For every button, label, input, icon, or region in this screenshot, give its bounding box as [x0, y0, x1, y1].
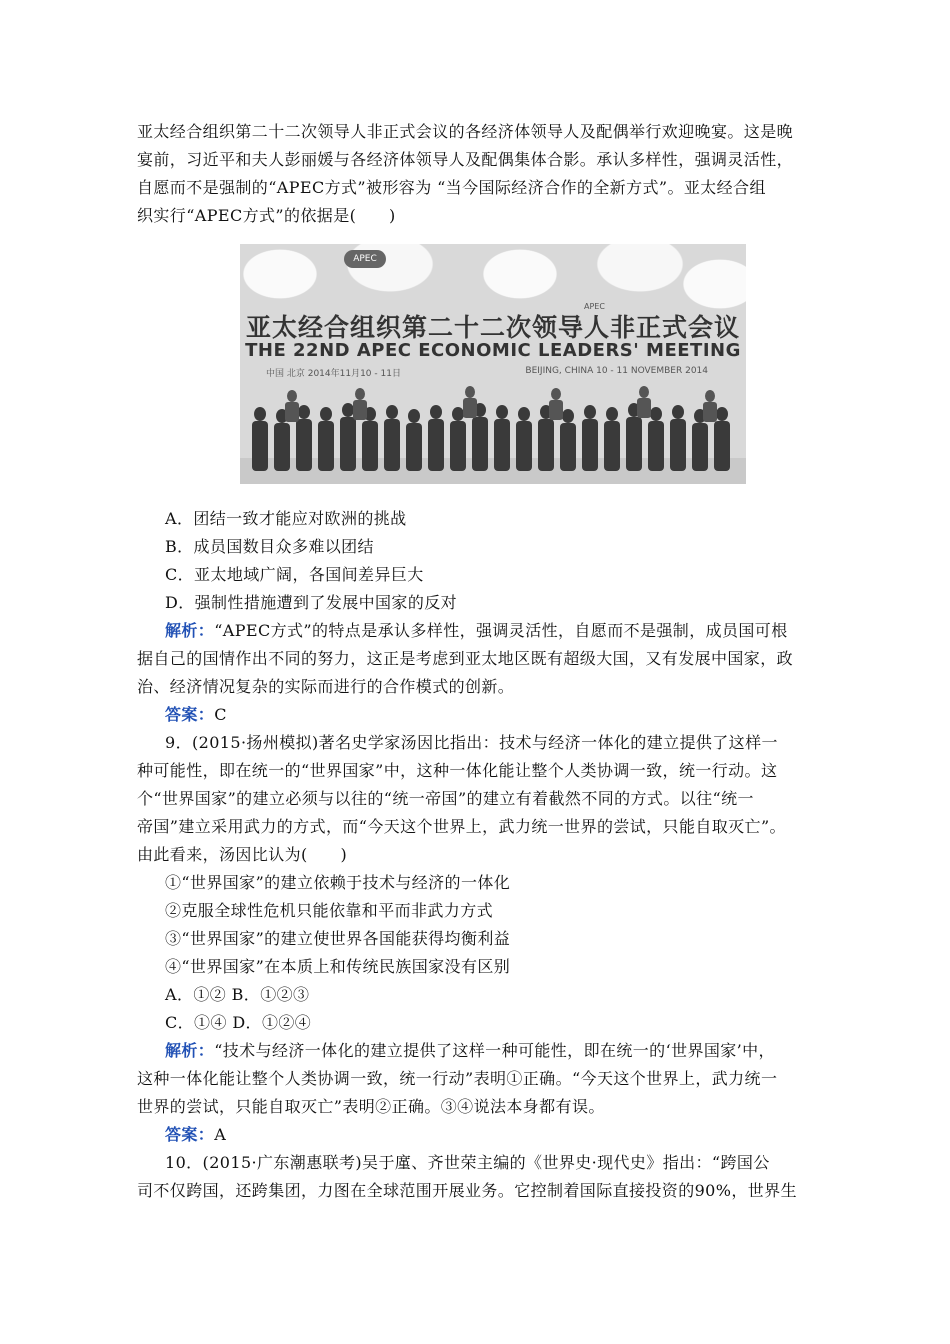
q8-answer-value: C: [214, 705, 227, 724]
q9-analysis-text-1: “技术与经济一体化的建立提供了这样一种可能性，即在统一的‘世界国家’中，: [214, 1041, 775, 1060]
q9-answer-value: A: [214, 1125, 227, 1144]
q9-item-3: ③“世界国家”的建立使世界各国能获得均衡利益: [165, 929, 511, 948]
q9-item-1: ①“世界国家”的建立依赖于技术与经济的一体化: [165, 873, 511, 892]
q8-option-a: A．团结一致才能应对欧洲的挑战: [165, 509, 407, 528]
q10-stem-line-1: 10．(2015·广东潮惠联考)吴于廑、齐世荣主编的《世界史·现代史》指出：“跨国公: [165, 1153, 770, 1172]
photo-banner-subtitle-left: 中国 北京 2014年11月10 - 11日: [266, 369, 401, 379]
q8-analysis-line-3: 治、经济情况复杂的实际而进行的合作模式的创新。: [137, 677, 515, 696]
q9-analysis-label: 解析：: [165, 1041, 215, 1060]
q8-analysis-text-1: “APEC方式”的特点是承认多样性，强调灵活性，自愿而不是强制，成员国可根: [214, 621, 788, 640]
q8-analysis-line-2: 据自己的国情作出不同的努力，这正是考虑到亚太地区既有超级大国，又有发展中国家，政: [137, 649, 794, 668]
q9-stem-line-3: 个“世界国家”的建立必须与以往的“统一帝国”的建立有着截然不同的方式。以往“统一: [137, 789, 754, 808]
q9-answer-line: [165, 1123, 226, 1147]
photo-apec-badge: APEC: [344, 250, 386, 268]
photo-banner-title-cn: 亚太经合组织第二十二次领导人非正式会议: [245, 313, 740, 342]
q8-stem-line-4: 织实行“APEC方式”的依据是( ): [137, 206, 396, 225]
q8-stem-line-3: 自愿而不是强制的“APEC方式”被形容为 “当今国际经济合作的全新方式”。亚太经合组: [137, 178, 766, 197]
q9-analysis-line-1: [165, 1039, 775, 1063]
apec-group-photo: [240, 244, 746, 484]
q9-item-4: ④“世界国家”在本质上和传统民族国家没有区别: [165, 957, 511, 976]
q9-answer-label: 答案：: [165, 1125, 215, 1144]
photo-banner-subtitle-right: BEIJING, CHINA 10 - 11 NOVEMBER 2014: [525, 366, 708, 376]
q9-options-row-2: C．①④ D．①②④: [165, 1013, 312, 1032]
q8-analysis-line-1: [165, 619, 788, 643]
photo-apec-badge-2: APEC: [584, 302, 605, 311]
q9-stem-line-4: 帝国”建立采用武力的方式，而“今天这个世界上，武力统一世界的尝试，只能自取灭亡”。: [137, 817, 786, 836]
q8-answer-label: 答案：: [165, 705, 215, 724]
q10-stem-line-2: 司不仅跨国，还跨集团，力图在全球范围开展业务。它控制着国际直接投资的90%，世界生: [137, 1181, 797, 1200]
photo-banner-title-en: THE 22ND APEC ECONOMIC LEADERS' MEETING: [245, 340, 741, 361]
photo-crowd: [240, 374, 746, 484]
q8-analysis-label: 解析：: [165, 621, 215, 640]
q9-analysis-line-3: 世界的尝试，只能自取灭亡”表明②正确。③④说法本身都有误。: [137, 1097, 605, 1116]
q9-stem-line-1: 9．(2015·扬州模拟)著名史学家汤因比指出：技术与经济一体化的建立提供了这样一: [165, 733, 778, 752]
q9-stem-line-5: 由此看来，汤因比认为( ): [137, 845, 348, 864]
q8-answer-line: [165, 703, 227, 727]
q9-item-2: ②克服全球性危机只能依靠和平而非武力方式: [165, 901, 494, 920]
q8-stem-line-1: 亚太经合组织第二十二次领导人非正式会议的各经济体领导人及配偶举行欢迎晚宴。这是晚: [137, 122, 794, 141]
q9-options-row-1: A．①② B．①②③: [165, 985, 310, 1004]
q8-option-c: C．亚太地域广阔，各国间差异巨大: [165, 565, 424, 584]
q9-stem-line-2: 种可能性，即在统一的“世界国家”中，这种一体化能让整个人类协调一致，统一行动。这: [137, 761, 778, 780]
q8-option-b: B．成员国数目众多难以团结: [165, 537, 374, 556]
q8-stem-line-2: 宴前，习近平和夫人彭丽媛与各经济体领导人及配偶集体合影。承认多样性，强调灵活性，: [137, 150, 794, 169]
q8-option-d: D．强制性措施遭到了发展中国家的反对: [165, 593, 458, 612]
q9-analysis-line-2: 这种一体化能让整个人类协调一致，统一行动”表明①正确。“今天这个世界上，武力统一: [137, 1069, 778, 1088]
